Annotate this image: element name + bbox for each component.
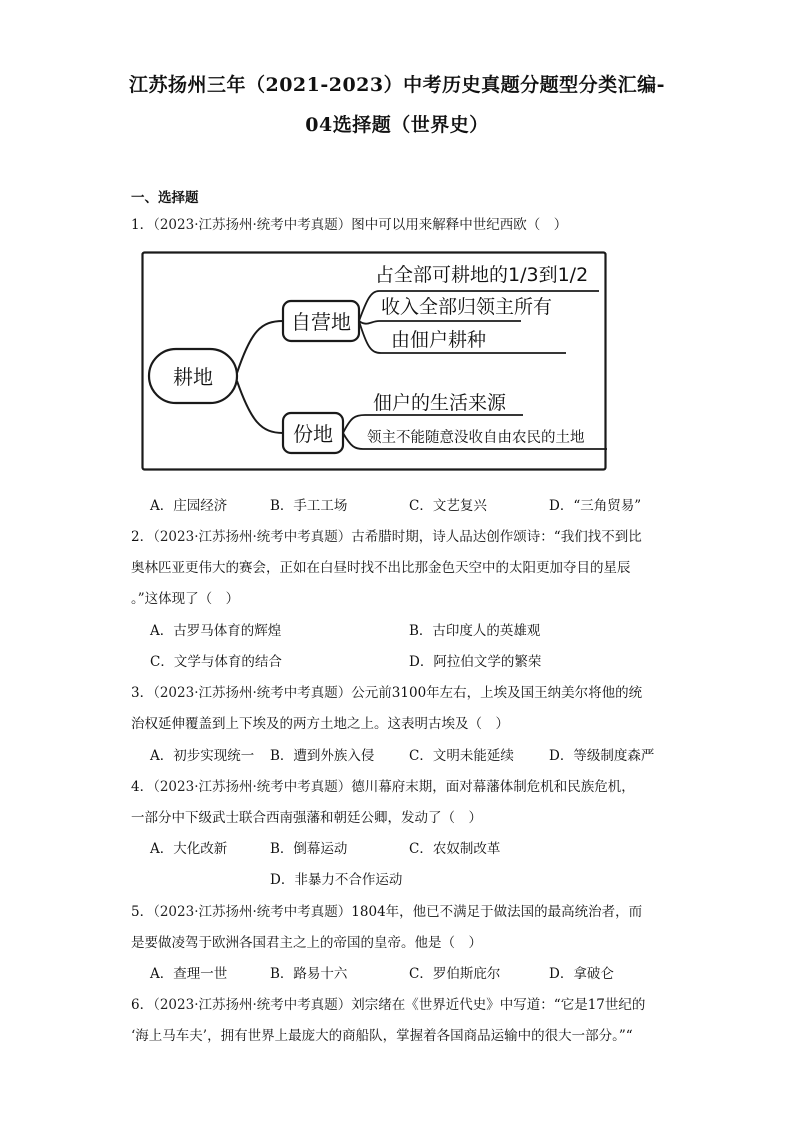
question-5-option-a: A．查理一世 bbox=[150, 966, 228, 982]
question-3-option-c: C．文明未能延续 bbox=[409, 748, 514, 764]
question-1-option-d: D．“三角贸易” bbox=[549, 498, 642, 514]
diagram-leaf-1-2: 收入全部归领主所有 bbox=[381, 296, 553, 318]
question-1-option-a: A．庄园经济 bbox=[150, 498, 228, 514]
diagram-leaf-1-1: 占全部可耕地的1/3到1/2 bbox=[375, 264, 589, 286]
diagram-leaf-1-3: 由佃户耕种 bbox=[391, 329, 487, 351]
question-2-option-a: A．古罗马体育的辉煌 bbox=[150, 623, 282, 639]
question-4-option-c: C．农奴制改革 bbox=[409, 841, 501, 857]
diagram-leaf-2-2: 领主不能随意没收自由农民的土地 bbox=[367, 430, 585, 446]
question-6-stem-line-2: ‘海上马车夫’，拥有世界上最庞大的商船队，掌握着各国商品运输中的很大一部分。”“ bbox=[131, 1028, 633, 1044]
question-text: 1804年，他已不满足于做法国的最高统治者，而 bbox=[351, 904, 643, 920]
question-4-stem-line-2: 一部分中下级武士联合西南强藩和朝廷公卿，发动了（ ） bbox=[131, 810, 482, 826]
diagram-connector-upper bbox=[237, 321, 283, 373]
question-5-stem-line-2: 是要做凌驾于欧洲各国君主之上的帝国的皇帝。他是（ ） bbox=[131, 935, 482, 951]
question-1-option-c: C．文艺复兴 bbox=[409, 498, 487, 514]
diagram-root-label: 耕地 bbox=[173, 365, 213, 389]
mind-map-diagram bbox=[141, 251, 607, 471]
question-source: （2023·江苏扬州·统考中考真题） bbox=[153, 217, 352, 233]
question-number: 3． bbox=[131, 685, 154, 701]
section-heading: 一、选择题 bbox=[131, 190, 199, 206]
question-6-stem bbox=[131, 993, 645, 1013]
question-5-option-c: C．罗伯斯庇尔 bbox=[409, 966, 501, 982]
question-4-option-a: A．大化改新 bbox=[150, 841, 228, 857]
diagram-connector-lower bbox=[237, 381, 283, 433]
question-2-stem-line-2: 奥林匹亚更伟大的赛会，正如在白昼时找不出比那金色天空中的太阳更加夺目的星辰 bbox=[131, 560, 631, 576]
question-text: 图中可以用来解释中世纪西欧（ ） bbox=[351, 217, 568, 233]
question-number: 4． bbox=[131, 779, 154, 795]
question-number: 6． bbox=[131, 997, 154, 1013]
question-text: 德川幕府末期，面对幕藩体制危机和民族危机， bbox=[351, 779, 635, 795]
question-2-option-d: D．阿拉伯文学的繁荣 bbox=[409, 654, 542, 670]
question-5-stem bbox=[131, 900, 642, 920]
question-2-stem bbox=[131, 525, 642, 545]
question-number: 2． bbox=[131, 529, 154, 545]
question-5-option-d: D．拿破仑 bbox=[549, 966, 614, 982]
question-text: 古希腊时期，诗人品达创作颂诗：“我们找不到比 bbox=[351, 529, 642, 545]
document-title-line-1: 江苏扬州三年（2021-2023）中考历史真题分题型分类汇编- bbox=[128, 74, 666, 96]
question-3-stem-line-2: 治权延伸覆盖到上下埃及的两方土地之上。这表明古埃及（ ） bbox=[131, 716, 509, 732]
question-source: （2023·江苏扬州·统考中考真题） bbox=[153, 685, 352, 701]
question-1-option-b: B．手工工场 bbox=[270, 498, 348, 514]
document-title-line-2: 04选择题（世界史） bbox=[305, 114, 489, 136]
question-source: （2023·江苏扬州·统考中考真题） bbox=[153, 997, 352, 1013]
question-1-stem bbox=[131, 213, 567, 233]
diagram-branch-label-2: 份地 bbox=[293, 422, 333, 446]
question-text: 公元前3100年左右，上埃及国王纳美尔将他的统 bbox=[351, 685, 643, 701]
question-2-option-c: C．文学与体育的结合 bbox=[150, 654, 282, 670]
question-3-option-d: D．等级制度森严 bbox=[549, 748, 655, 764]
question-3-option-b: B．遭到外族入侵 bbox=[270, 748, 375, 764]
diagram-branch-label-1: 自营地 bbox=[291, 310, 351, 334]
question-3-stem bbox=[131, 681, 642, 701]
question-number: 5． bbox=[131, 904, 154, 920]
question-text: 刘宗绪在《世界近代史》中写道：“它是17世纪的 bbox=[351, 997, 646, 1013]
question-4-stem bbox=[131, 775, 635, 795]
question-source: （2023·江苏扬州·统考中考真题） bbox=[153, 529, 352, 545]
question-source: （2023·江苏扬州·统考中考真题） bbox=[153, 904, 352, 920]
question-2-stem-line-3: 。”这体现了（ ） bbox=[131, 591, 240, 607]
question-4-option-b: B．倒幕运动 bbox=[270, 841, 348, 857]
diagram-leaf-2-1: 佃户的生活来源 bbox=[373, 392, 507, 414]
question-3-option-a: A．初步实现统一 bbox=[150, 748, 255, 764]
question-source: （2023·江苏扬州·统考中考真题） bbox=[153, 779, 352, 795]
question-5-option-b: B．路易十六 bbox=[270, 966, 348, 982]
question-2-option-b: B．古印度人的英雄观 bbox=[409, 623, 541, 639]
question-number: 1． bbox=[131, 217, 154, 233]
question-4-option-d: D．非暴力不合作运动 bbox=[270, 872, 403, 888]
